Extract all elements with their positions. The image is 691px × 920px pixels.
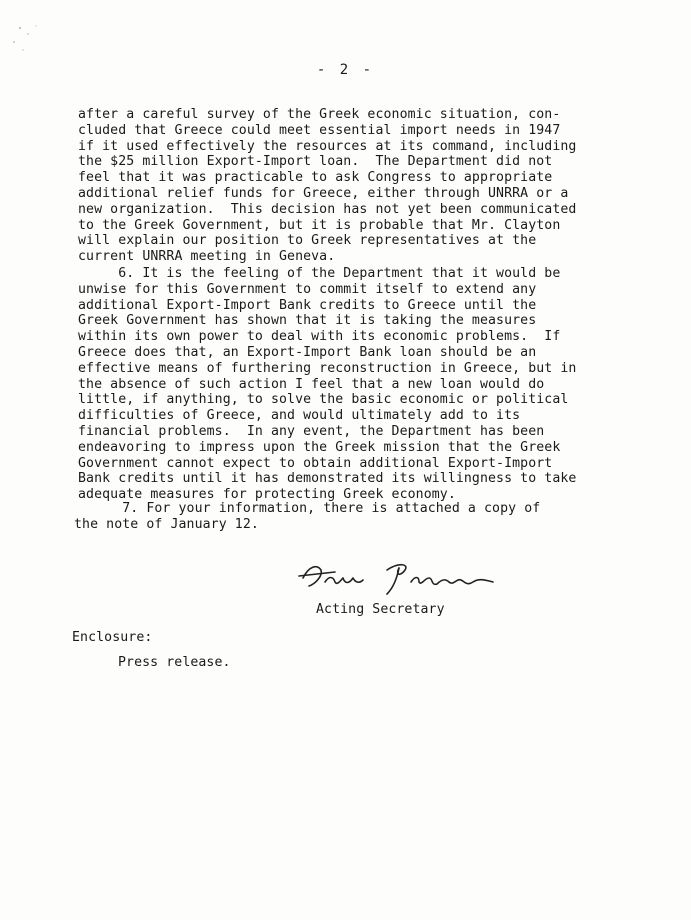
text-line: after a careful survey of the Greek economic situation, con-: [78, 107, 561, 122]
text-line: current UNRRA meeting in Geneva.: [78, 249, 336, 265]
text-line: if it used effectively the resources at its command, including: [78, 138, 577, 154]
text-line: little, if anything, to solve the basic economic or political: [78, 392, 569, 408]
text-line: to the Greek Government, but it is probable that Mr. Clayton: [78, 217, 561, 233]
enclosure-item: Press release.: [118, 655, 231, 670]
text-line: Bank credits until it has demonstrated its willingness to take: [78, 471, 577, 487]
text-line: 6. It is the feeling of the Department that it would be: [78, 266, 561, 281]
text-line: Government cannot expect to obtain additional Export-Import: [78, 455, 553, 471]
text-line: effective means of furthering reconstruction in Greece, but in: [78, 360, 577, 376]
text-line: new organization. This decision has not yet been communicated: [78, 201, 577, 217]
paragraph-7: [74, 501, 540, 533]
text-line: Greek Government has shown that it is taking the measures: [78, 313, 537, 329]
text-line: unwise for this Government to commit itself to extend any: [78, 281, 537, 297]
text-line: financial problems. In any event, the Department has been: [78, 423, 545, 439]
text-line: 7. For your information, there is attached a copy of: [74, 501, 541, 516]
paper-specks: [8, 20, 68, 60]
signature-title: Acting Secretary: [316, 602, 445, 617]
paragraph-6: [78, 266, 576, 503]
enclosure-label: Enclosure:: [72, 630, 153, 645]
text-line: endeavoring to impress upon the Greek mission that the Greek: [78, 439, 561, 455]
paragraph-continuation: [78, 107, 576, 265]
text-line: will explain our position to Greek representatives at the: [78, 233, 537, 249]
handwritten-signature: [295, 556, 505, 602]
text-line: feel that it was practicable to ask Congress to appropriate: [78, 170, 553, 186]
text-line: the absence of such action I feel that a new loan would do: [78, 376, 545, 392]
page-number: - 2 -: [316, 62, 375, 78]
text-line: Greece does that, an Export-Import Bank loan should be an: [78, 344, 537, 360]
text-line: additional Export-Import Bank credits to Greece until the: [78, 297, 537, 313]
text-line: within its own power to deal with its economic problems. If: [78, 329, 561, 345]
text-line: the note of January 12.: [74, 516, 259, 532]
text-line: cluded that Greece could meet essential import needs in 1947: [78, 122, 561, 138]
text-line: adequate measures for protecting Greek economy.: [78, 487, 456, 503]
text-line: additional relief funds for Greece, either through UNRRA or a: [78, 185, 569, 201]
text-line: difficulties of Greece, and would ultimately add to its: [78, 408, 521, 424]
text-line: the $25 million Export-Import loan. The Department did not: [78, 154, 553, 170]
